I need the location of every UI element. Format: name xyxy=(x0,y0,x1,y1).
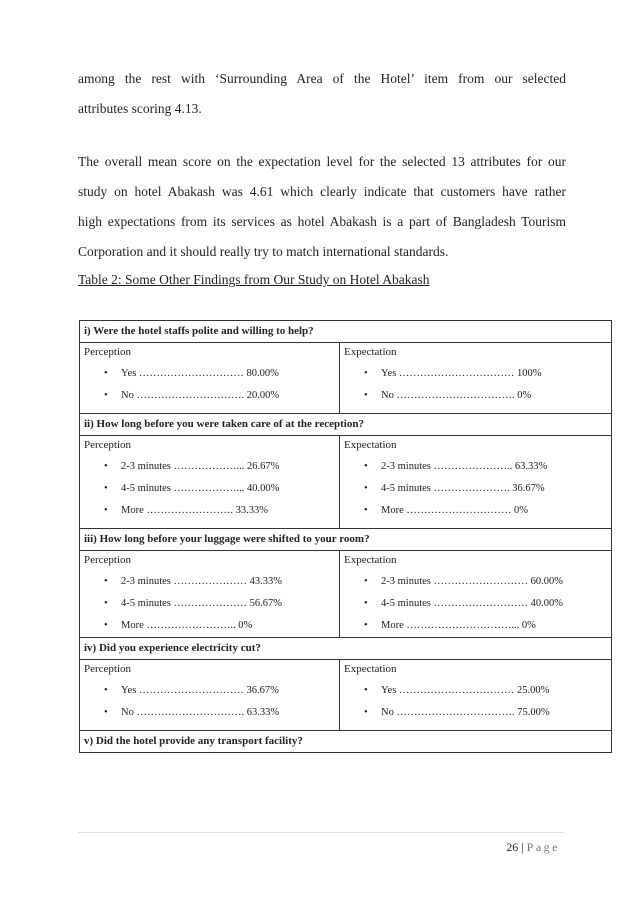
expectation-cell xyxy=(340,436,612,529)
bullet-icon: • xyxy=(104,505,108,516)
expectation-list xyxy=(344,680,607,724)
table-row xyxy=(80,321,612,343)
paragraph-overall-mean xyxy=(78,147,566,267)
option-text: Yes …………………………… 25.00% xyxy=(381,685,550,696)
option-text: 2-3 minutes ……………………… 60.00% xyxy=(381,576,563,587)
list-item xyxy=(84,478,335,500)
option-text: More ………………………… 0% xyxy=(381,505,528,516)
expectation-cell xyxy=(340,551,612,638)
list-item xyxy=(84,500,335,522)
expectation-list xyxy=(344,571,607,637)
option-text: Yes ………………………… 80.00% xyxy=(121,368,279,379)
page-number: 26 xyxy=(506,840,519,854)
paragraph-line: The overall mean score on the expectation level for the selected 13 attributes for our xyxy=(78,154,566,169)
option-text: 4-5 minutes ………………… 56.67% xyxy=(121,598,282,609)
expectation-label: Expectation xyxy=(344,346,397,358)
perception-label: Perception xyxy=(84,554,132,566)
bullet-icon: • xyxy=(364,368,368,379)
list-item xyxy=(84,593,335,615)
perception-label: Perception xyxy=(84,346,132,358)
bullet-icon: • xyxy=(104,685,108,696)
list-item xyxy=(344,593,607,615)
expectation-label: Expectation xyxy=(344,663,397,675)
list-item xyxy=(344,478,607,500)
option-text: 2-3 minutes ………………….. 63.33% xyxy=(381,461,548,472)
expectation-label: Expectation xyxy=(344,439,397,451)
bullet-icon: • xyxy=(364,620,368,631)
page-word: Page xyxy=(526,840,560,854)
paragraph-line: among the rest with ‘Surrounding Area of the Hotel’ item from our selected xyxy=(78,71,566,86)
paragraph-line: attributes scoring 4.13. xyxy=(78,101,202,116)
paragraph-surrounding-area xyxy=(78,64,566,124)
table-row xyxy=(80,731,612,753)
list-item xyxy=(84,615,335,637)
expectation-list xyxy=(344,456,607,522)
question-cell: iii) How long before your luggage were shifted to your room? xyxy=(80,529,612,551)
list-item xyxy=(344,702,607,724)
bullet-icon: • xyxy=(104,461,108,472)
option-text: No ……………………………. 75.00% xyxy=(381,707,550,718)
list-item xyxy=(84,680,335,702)
table-caption: Table 2: Some Other Findings from Our Study on Hotel Abakash xyxy=(78,272,430,287)
perception-list xyxy=(84,680,335,724)
expectation-list xyxy=(344,363,607,407)
list-item xyxy=(344,500,607,522)
page-number-footer xyxy=(506,840,560,855)
bullet-icon: • xyxy=(364,505,368,516)
option-text: 2-3 minutes ………………... 26.67% xyxy=(121,461,280,472)
bullet-icon: • xyxy=(104,598,108,609)
perception-label: Perception xyxy=(84,663,132,675)
option-text: No …………………………. 20.00% xyxy=(121,390,280,401)
expectation-cell xyxy=(340,660,612,731)
bullet-icon: • xyxy=(364,576,368,587)
table-row xyxy=(80,638,612,660)
findings-table xyxy=(79,320,612,753)
paragraph-line: high expectations from its services as hotel Abakash is a part of Bangladesh Tourism xyxy=(78,214,566,229)
bullet-icon: • xyxy=(104,390,108,401)
expectation-cell xyxy=(340,343,612,414)
option-text: 4-5 minutes ………………... 40.00% xyxy=(121,483,280,494)
option-text: No ……………………………. 0% xyxy=(381,390,532,401)
list-item xyxy=(344,615,607,637)
list-item xyxy=(84,571,335,593)
bullet-icon: • xyxy=(364,598,368,609)
perception-label: Perception xyxy=(84,439,132,451)
list-item xyxy=(344,363,607,385)
option-text: 2-3 minutes ………………… 43.33% xyxy=(121,576,282,587)
perception-cell xyxy=(80,551,340,638)
bullet-icon: • xyxy=(364,707,368,718)
option-text: Yes …………………………… 100% xyxy=(381,368,542,379)
bullet-icon: • xyxy=(104,576,108,587)
list-item xyxy=(84,385,335,407)
option-text: More …………………………... 0% xyxy=(381,620,536,631)
question-cell: iv) Did you experience electricity cut? xyxy=(80,638,612,660)
paragraph-line: study on hotel Abakash was 4.61 which clearly indicate that customers have rather xyxy=(78,184,566,199)
list-item xyxy=(344,680,607,702)
perception-cell xyxy=(80,343,340,414)
option-text: 4-5 minutes ……………………… 40.00% xyxy=(381,598,563,609)
table-row xyxy=(80,551,612,638)
paragraph-line: Corporation and it should really try to match international standards. xyxy=(78,244,449,259)
perception-list xyxy=(84,363,335,407)
question-cell: v) Did the hotel provide any transport facility? xyxy=(80,731,612,753)
bullet-icon: • xyxy=(104,620,108,631)
list-item xyxy=(344,456,607,478)
bullet-icon: • xyxy=(364,461,368,472)
table-row xyxy=(80,529,612,551)
table-row xyxy=(80,436,612,529)
option-text: More ……………………. 33.33% xyxy=(121,505,268,516)
option-text: More …………………….. 0% xyxy=(121,620,253,631)
bullet-icon: • xyxy=(364,483,368,494)
list-item xyxy=(84,363,335,385)
bullet-icon: • xyxy=(364,685,368,696)
list-item xyxy=(84,456,335,478)
option-text: No …………………………. 63.33% xyxy=(121,707,280,718)
bullet-icon: • xyxy=(364,390,368,401)
list-item xyxy=(84,702,335,724)
question-cell: i) Were the hotel staffs polite and willing to help? xyxy=(80,321,612,343)
option-text: Yes ………………………… 36.67% xyxy=(121,685,279,696)
bullet-icon: • xyxy=(104,483,108,494)
table-row xyxy=(80,660,612,731)
page-separator: | xyxy=(521,840,524,854)
footer-divider xyxy=(78,832,564,833)
bullet-icon: • xyxy=(104,707,108,718)
list-item xyxy=(344,571,607,593)
question-cell: ii) How long before you were taken care of at the reception? xyxy=(80,414,612,436)
perception-list xyxy=(84,456,335,522)
table-row xyxy=(80,414,612,436)
expectation-label: Expectation xyxy=(344,554,397,566)
bullet-icon: • xyxy=(104,368,108,379)
option-text: 4-5 minutes …………………. 36.67% xyxy=(381,483,545,494)
perception-cell xyxy=(80,436,340,529)
list-item xyxy=(344,385,607,407)
perception-cell xyxy=(80,660,340,731)
table-row xyxy=(80,343,612,414)
perception-list xyxy=(84,571,335,637)
